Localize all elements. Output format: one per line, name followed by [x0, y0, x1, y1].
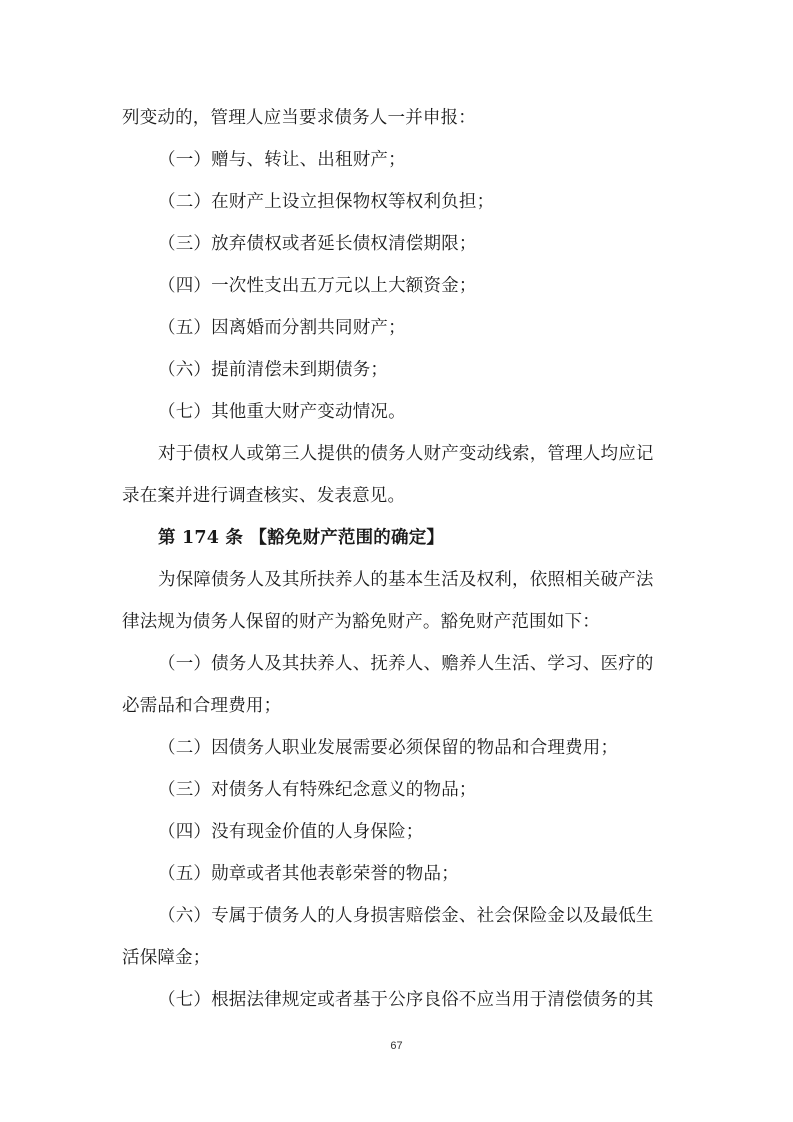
paragraph-line: 为保障债务人及其所扶养人的基本生活及权利，依照相关破产法 — [158, 570, 654, 590]
list-item: （三）对债务人有特殊纪念意义的物品； — [158, 780, 477, 800]
list-item: （四）一次性支出五万元以上大额资金； — [158, 276, 477, 296]
list-item: （二）在财产上设立担保物权等权利负担； — [158, 192, 495, 212]
list-item: （七）其他重大财产变动情况。 — [158, 402, 406, 422]
list-item: （一）赠与、转让、出租财产； — [158, 150, 406, 170]
list-item-continuation: 活保障金； — [122, 948, 211, 968]
list-item: （二）因债务人职业发展需要必须保留的物品和合理费用； — [158, 738, 619, 758]
list-item: （六）专属于债务人的人身损害赔偿金、社会保险金以及最低生 — [158, 906, 654, 926]
page-number: 67 — [390, 1040, 403, 1052]
list-item: （一）债务人及其扶养人、抚养人、赡养人生活、学习、医疗的 — [158, 654, 654, 674]
article-heading: 第 174 条 【豁免财产范围的确定】 — [158, 528, 445, 548]
paragraph-line: 列变动的，管理人应当要求债务人一并申报： — [122, 108, 476, 128]
paragraph-line: 对于债权人或第三人提供的债务人财产变动线索，管理人均应记 — [158, 444, 654, 464]
list-item: （七）根据法律规定或者基于公序良俗不应当用于清偿债务的其 — [158, 990, 654, 1010]
list-item: （四）没有现金价值的人身保险； — [158, 822, 424, 842]
paragraph-line: 录在案并进行调查核实、发表意见。 — [122, 486, 406, 506]
list-item: （三）放弃债权或者延长债权清偿期限； — [158, 234, 477, 254]
list-item: （五）因离婚而分割共同财产； — [158, 318, 406, 338]
paragraph-line: 律法规为债务人保留的财产为豁免财产。豁免财产范围如下： — [122, 612, 600, 632]
list-item-continuation: 必需品和合理费用； — [122, 696, 282, 716]
list-item: （六）提前清偿未到期债务； — [158, 360, 389, 380]
list-item: （五）勋章或者其他表彰荣誉的物品； — [158, 864, 459, 884]
